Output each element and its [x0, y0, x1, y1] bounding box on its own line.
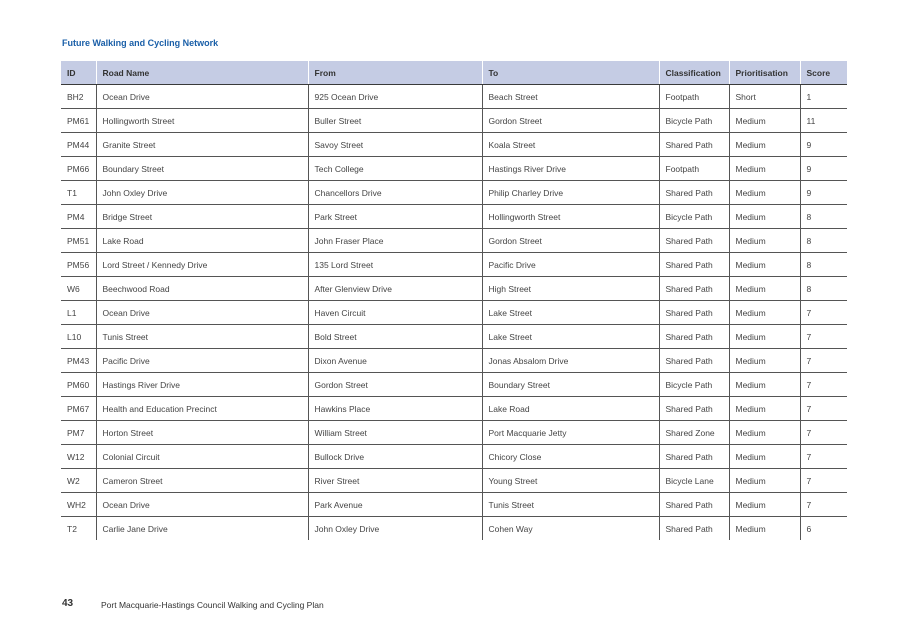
table-row [61, 469, 847, 493]
cell-score: 8 [800, 253, 847, 277]
cell-classification: Shared Path [659, 325, 729, 349]
table-row [61, 373, 847, 397]
cell-classification: Shared Path [659, 397, 729, 421]
cell-road-name: Hastings River Drive [96, 373, 308, 397]
cell-score: 7 [800, 397, 847, 421]
cell-prioritisation: Medium [729, 157, 800, 181]
section-heading: Future Walking and Cycling Network [62, 38, 219, 48]
cell-road-name: Cameron Street [96, 469, 308, 493]
column-header-id: ID [61, 61, 96, 85]
cell-to: Boundary Street [482, 373, 659, 397]
table-row [61, 253, 847, 277]
cell-to: Koala Street [482, 133, 659, 157]
cell-from: Park Avenue [308, 493, 482, 517]
cell-from: 925 Ocean Drive [308, 85, 482, 109]
cell-id: PM44 [61, 133, 96, 157]
cell-id: PM60 [61, 373, 96, 397]
table-row [61, 445, 847, 469]
cell-to: High Street [482, 277, 659, 301]
cell-from: Bold Street [308, 325, 482, 349]
cell-from: Gordon Street [308, 373, 482, 397]
page-number: 43 [62, 598, 74, 609]
cell-from: William Street [308, 421, 482, 445]
column-header-to: To [482, 61, 659, 85]
cell-id: PM66 [61, 157, 96, 181]
table-row [61, 493, 847, 517]
cell-to: Tunis Street [482, 493, 659, 517]
cell-prioritisation: Medium [729, 325, 800, 349]
cell-id: L1 [61, 301, 96, 325]
cell-id: T1 [61, 181, 96, 205]
table-row [61, 181, 847, 205]
cell-from: Buller Street [308, 109, 482, 133]
cell-classification: Bicycle Path [659, 205, 729, 229]
cell-to: Hollingworth Street [482, 205, 659, 229]
cell-classification: Shared Path [659, 229, 729, 253]
cell-prioritisation: Medium [729, 301, 800, 325]
cell-to: Philip Charley Drive [482, 181, 659, 205]
cell-to: Jonas Absalom Drive [482, 349, 659, 373]
cell-road-name: Hollingworth Street [96, 109, 308, 133]
cell-score: 7 [800, 373, 847, 397]
cell-to: Chicory Close [482, 445, 659, 469]
cell-id: PM61 [61, 109, 96, 133]
cell-prioritisation: Medium [729, 421, 800, 445]
cell-from: River Street [308, 469, 482, 493]
table-row [61, 349, 847, 373]
cell-prioritisation: Medium [729, 229, 800, 253]
cell-prioritisation: Medium [729, 517, 800, 541]
cell-prioritisation: Medium [729, 445, 800, 469]
cell-classification: Shared Zone [659, 421, 729, 445]
cell-from: Park Street [308, 205, 482, 229]
cell-road-name: Lord Street / Kennedy Drive [96, 253, 308, 277]
cell-to: Hastings River Drive [482, 157, 659, 181]
cell-from: John Fraser Place [308, 229, 482, 253]
table-header-row [61, 61, 847, 85]
column-header-road-name: Road Name [96, 61, 308, 85]
cell-id: W12 [61, 445, 96, 469]
cell-prioritisation: Medium [729, 277, 800, 301]
cell-road-name: Beechwood Road [96, 277, 308, 301]
table-row [61, 205, 847, 229]
cell-from: Chancellors Drive [308, 181, 482, 205]
cell-score: 8 [800, 277, 847, 301]
cell-score: 7 [800, 301, 847, 325]
cell-from: Haven Circuit [308, 301, 482, 325]
cell-classification: Shared Path [659, 133, 729, 157]
table-row [61, 109, 847, 133]
cell-from: Hawkins Place [308, 397, 482, 421]
column-header-score: Score [800, 61, 847, 85]
cell-to: Gordon Street [482, 229, 659, 253]
cell-classification: Shared Path [659, 253, 729, 277]
cell-classification: Footpath [659, 157, 729, 181]
cell-from: After Glenview Drive [308, 277, 482, 301]
cell-road-name: John Oxley Drive [96, 181, 308, 205]
cell-score: 9 [800, 133, 847, 157]
footer-title: Port Macquarie-Hastings Council Walking and Cycling Plan [101, 600, 324, 610]
cell-score: 7 [800, 469, 847, 493]
table-row [61, 229, 847, 253]
cell-score: 7 [800, 445, 847, 469]
cell-road-name: Ocean Drive [96, 85, 308, 109]
cell-score: 8 [800, 205, 847, 229]
table-row [61, 325, 847, 349]
cell-road-name: Horton Street [96, 421, 308, 445]
cell-road-name: Lake Road [96, 229, 308, 253]
cell-prioritisation: Medium [729, 253, 800, 277]
cell-road-name: Bridge Street [96, 205, 308, 229]
cell-id: L10 [61, 325, 96, 349]
cell-prioritisation: Medium [729, 109, 800, 133]
table-row [61, 421, 847, 445]
table-row [61, 85, 847, 109]
column-header-from: From [308, 61, 482, 85]
cell-classification: Shared Path [659, 493, 729, 517]
cell-from: Savoy Street [308, 133, 482, 157]
table-row [61, 301, 847, 325]
cell-to: Lake Street [482, 325, 659, 349]
cell-score: 9 [800, 157, 847, 181]
cell-road-name: Ocean Drive [96, 301, 308, 325]
cell-id: WH2 [61, 493, 96, 517]
cell-to: Port Macquarie Jetty [482, 421, 659, 445]
table-row [61, 277, 847, 301]
cell-road-name: Health and Education Precinct [96, 397, 308, 421]
cell-to: Lake Road [482, 397, 659, 421]
cell-score: 7 [800, 421, 847, 445]
cell-prioritisation: Short [729, 85, 800, 109]
cell-road-name: Granite Street [96, 133, 308, 157]
cell-to: Young Street [482, 469, 659, 493]
table-row [61, 133, 847, 157]
cell-classification: Shared Path [659, 517, 729, 541]
cell-prioritisation: Medium [729, 397, 800, 421]
cell-id: W6 [61, 277, 96, 301]
table-row [61, 157, 847, 181]
table-row [61, 517, 847, 541]
cell-id: PM7 [61, 421, 96, 445]
cell-from: Tech College [308, 157, 482, 181]
cell-score: 11 [800, 109, 847, 133]
cell-id: PM67 [61, 397, 96, 421]
cell-road-name: Boundary Street [96, 157, 308, 181]
cell-id: PM56 [61, 253, 96, 277]
cell-score: 1 [800, 85, 847, 109]
cell-from: Dixon Avenue [308, 349, 482, 373]
cell-road-name: Carlie Jane Drive [96, 517, 308, 541]
cell-prioritisation: Medium [729, 349, 800, 373]
cell-road-name: Ocean Drive [96, 493, 308, 517]
cell-classification: Bicycle Lane [659, 469, 729, 493]
cell-to: Gordon Street [482, 109, 659, 133]
cell-score: 8 [800, 229, 847, 253]
cell-classification: Footpath [659, 85, 729, 109]
cell-classification: Bicycle Path [659, 109, 729, 133]
cell-road-name: Pacific Drive [96, 349, 308, 373]
table-row [61, 397, 847, 421]
column-header-classification: Classification [659, 61, 729, 85]
cell-prioritisation: Medium [729, 181, 800, 205]
cell-from: Bullock Drive [308, 445, 482, 469]
cell-classification: Shared Path [659, 301, 729, 325]
cell-score: 7 [800, 493, 847, 517]
cell-score: 9 [800, 181, 847, 205]
cell-prioritisation: Medium [729, 373, 800, 397]
cell-prioritisation: Medium [729, 133, 800, 157]
cell-id: PM43 [61, 349, 96, 373]
cell-from: 135 Lord Street [308, 253, 482, 277]
cell-to: Lake Street [482, 301, 659, 325]
cell-to: Cohen Way [482, 517, 659, 541]
cell-id: T2 [67, 523, 77, 534]
cell-id: PM51 [61, 229, 96, 253]
cell-road-name: Colonial Circuit [96, 445, 308, 469]
cell-classification: Shared Path [659, 181, 729, 205]
column-header-prioritisation: Prioritisation [729, 61, 800, 85]
cell-classification: Shared Path [659, 277, 729, 301]
cell-id: PM4 [61, 205, 96, 229]
cell-to: Beach Street [482, 85, 659, 109]
cell-score: 7 [800, 325, 847, 349]
cell-to: Pacific Drive [482, 253, 659, 277]
cell-prioritisation: Medium [729, 493, 800, 517]
cell-score: 6 [800, 517, 847, 541]
cell-classification: Shared Path [659, 445, 729, 469]
cell-road-name: Tunis Street [96, 325, 308, 349]
cell-from: John Oxley Drive [308, 517, 482, 541]
cell-classification: Shared Path [659, 349, 729, 373]
cell-score: 7 [800, 349, 847, 373]
network-table [61, 61, 847, 540]
cell-classification: Bicycle Path [659, 373, 729, 397]
table-body [61, 85, 847, 541]
cell-id: BH2 [61, 85, 96, 109]
cell-prioritisation: Medium [729, 205, 800, 229]
cell-id: W2 [61, 469, 96, 493]
cell-prioritisation: Medium [729, 469, 800, 493]
